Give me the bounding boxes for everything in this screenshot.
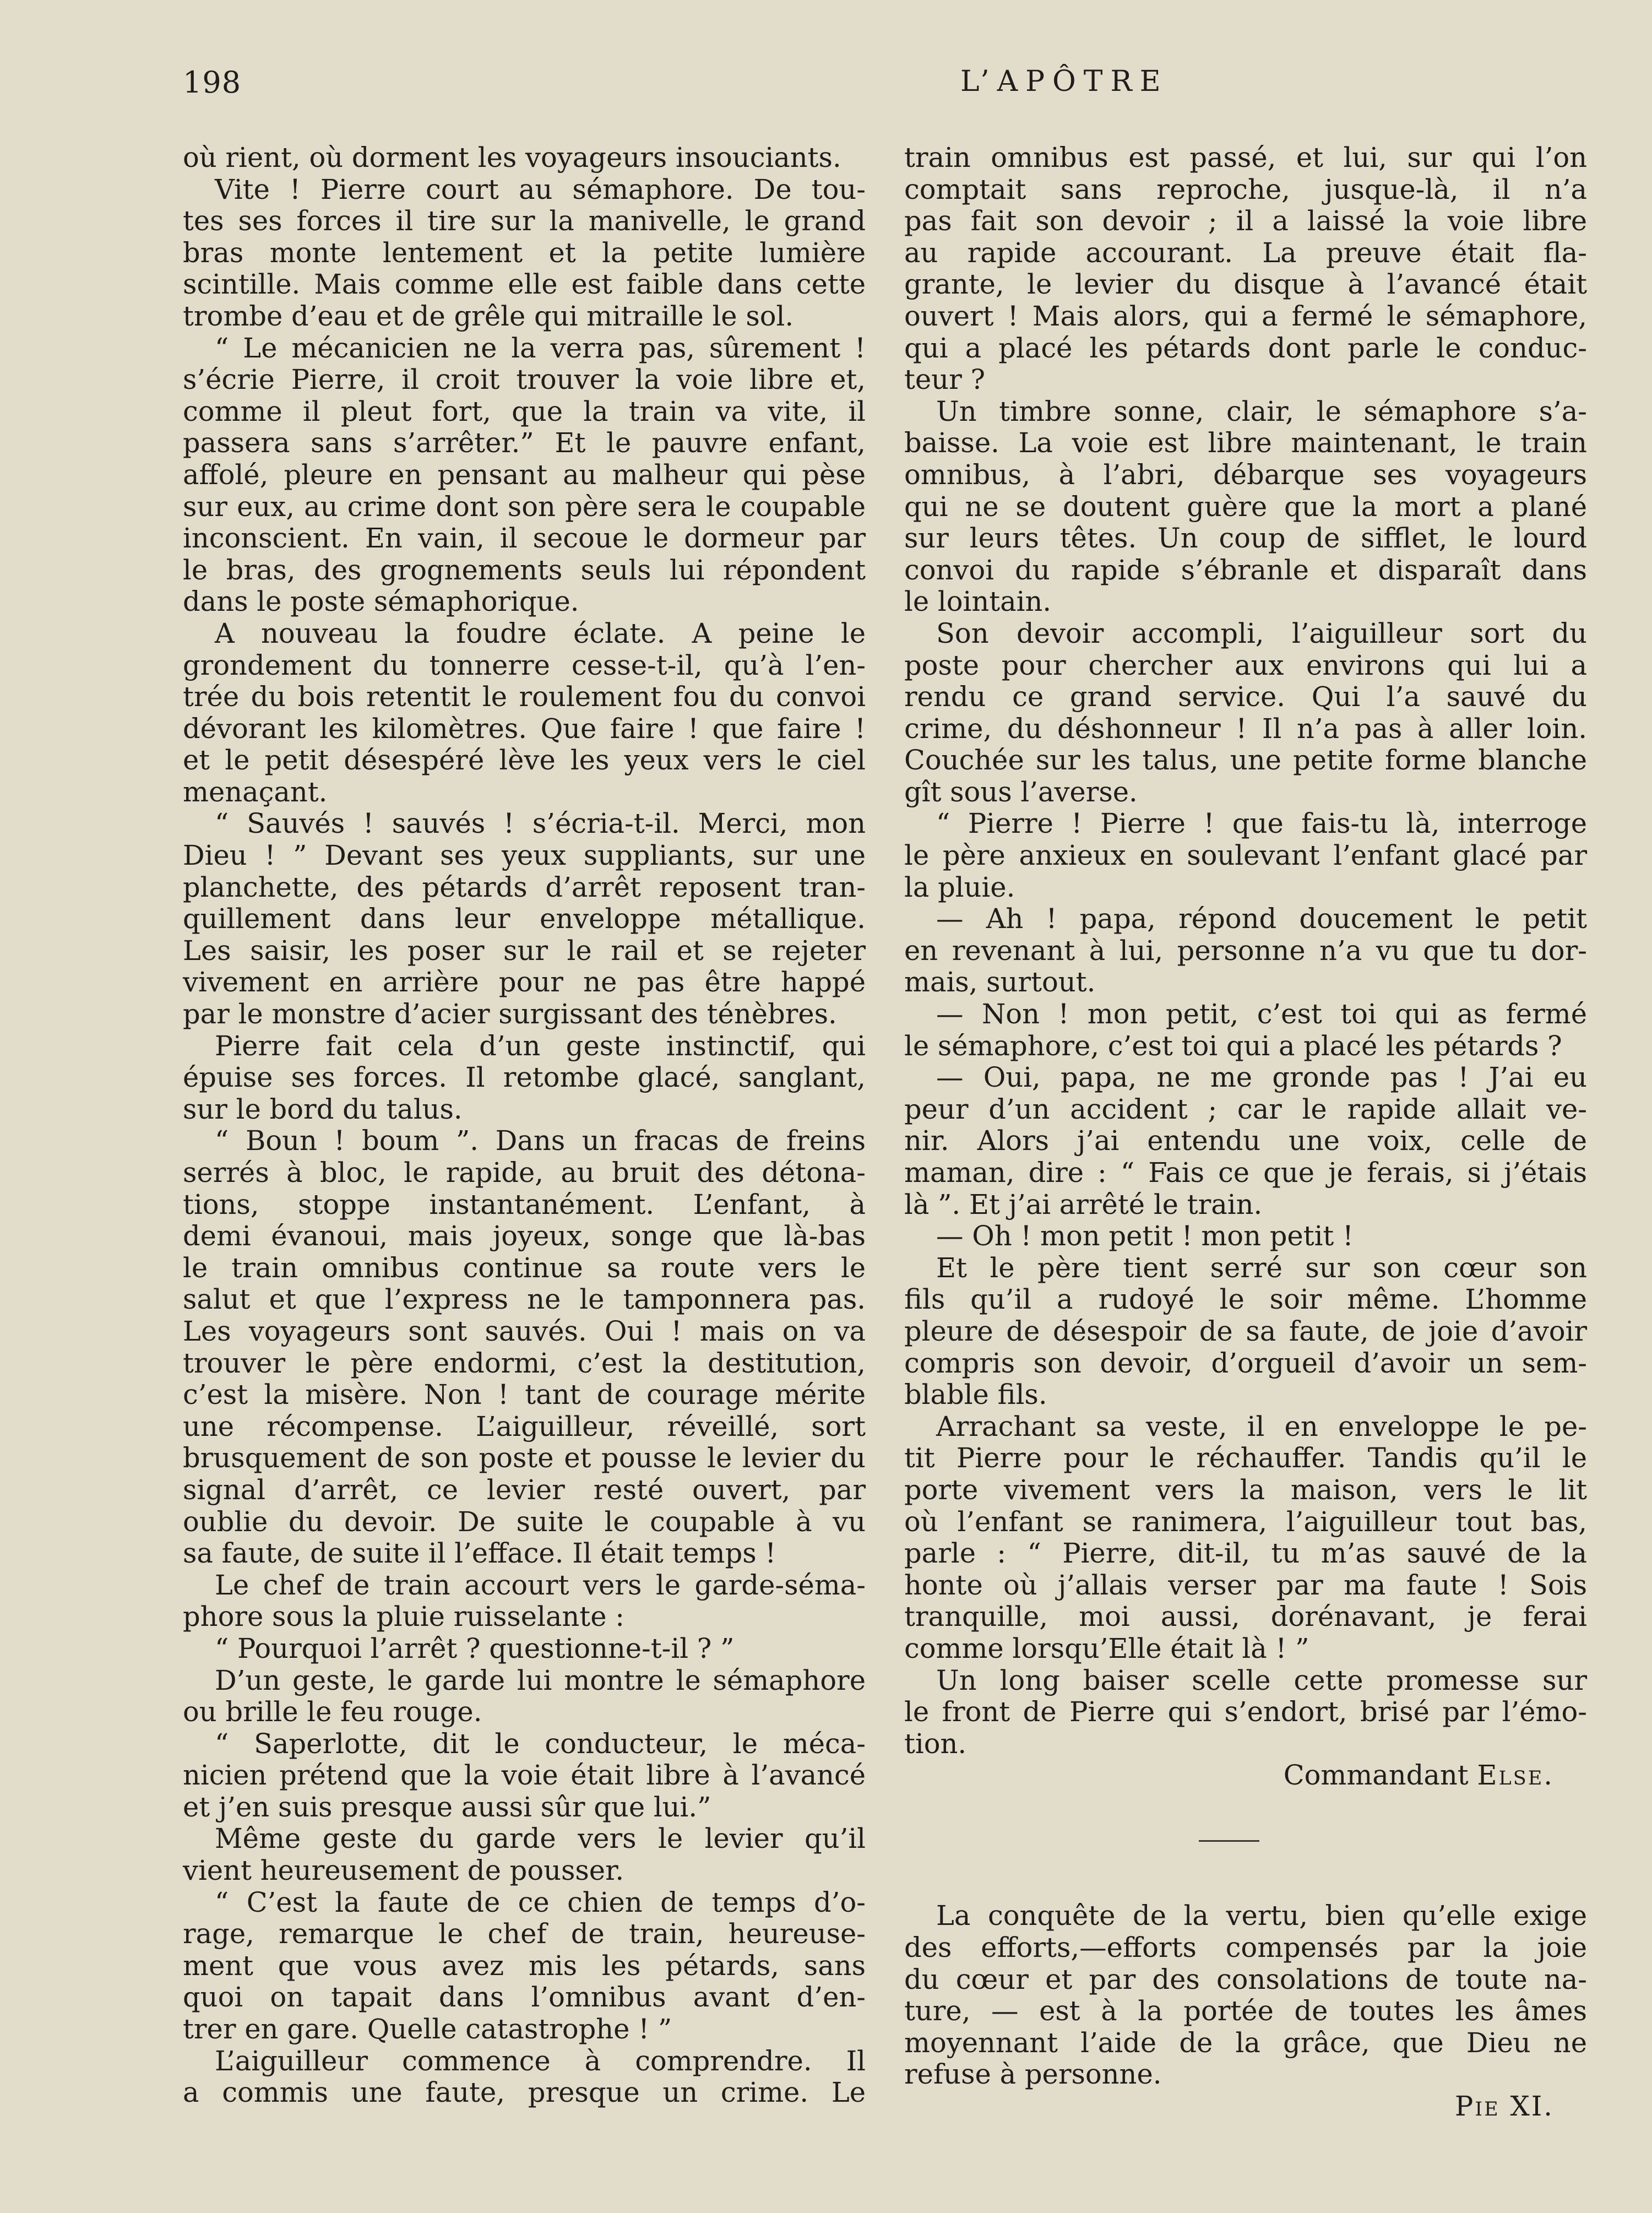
- text-line: ouvert ! Mais alors, qui a fermé le sémaphore,: [904, 300, 1587, 332]
- text-line: comme lorsqu’Elle était là ! ”: [904, 1632, 1309, 1664]
- text-line: tranquille, moi aussi, dorénavant, je ferai: [904, 1601, 1587, 1633]
- right-column: [904, 142, 1587, 2123]
- text-line: qui ne se doutent guère que la mort a plané: [904, 490, 1587, 523]
- text-line: par le monstre d’acier surgissant des ténèbres.: [183, 998, 837, 1030]
- text-line: tion.: [904, 1727, 967, 1760]
- text-line: quoi on tapait dans l’omnibus avant d’en-: [183, 1981, 866, 2014]
- text-line: trée du bois retentit le roulement fou du convoi: [183, 681, 866, 713]
- text-line: crime, du déshonneur ! Il n’a pas à aller loin.: [904, 712, 1587, 745]
- text-line: comptait sans reproche, jusque-là, il n’a: [904, 173, 1587, 205]
- text-line: bras monte lentement et la petite lumière: [183, 236, 866, 269]
- text-line: passera sans s’arrêter.” Et le pauvre enfant,: [183, 427, 866, 459]
- text-line: sur le bord du talus.: [183, 1093, 463, 1125]
- text-line: qui a placé les pétards dont parle le conduc-: [904, 332, 1587, 364]
- text-line: train omnibus est passé, et lui, sur qui l’on: [904, 142, 1587, 173]
- text-line: Son devoir accompli, l’aiguilleur sort du: [936, 617, 1587, 649]
- quote-block: [904, 1900, 1587, 2091]
- quote-line: du cœur et par des consolations de toute na-: [904, 1963, 1587, 1995]
- text-line: tions, stoppe instantanément. L’enfant, à: [183, 1188, 866, 1221]
- text-line: teur ?: [904, 364, 986, 396]
- text-line: et j’en suis presque aussi sûr que lui.”: [183, 1791, 711, 1823]
- text-line: salut et que l’express ne le tamponnera pas.: [183, 1283, 866, 1316]
- text-line: le bras, des grognements seuls lui répondent: [183, 554, 866, 586]
- text-line: nir. Alors j’ai entendu une voix, celle de: [904, 1125, 1587, 1157]
- quote-line: ture, — est à la portée de toutes les âmes: [904, 1995, 1587, 2027]
- text-line: et le petit désespéré lève les yeux vers le ciel: [183, 744, 866, 777]
- text-line: Un long baiser scelle cette promesse sur: [936, 1664, 1587, 1696]
- text-line: affolé, pleure en pensant au malheur qui pèse: [183, 458, 866, 491]
- text-line: en revenant à lui, personne n’a vu que tu dor-: [904, 934, 1587, 967]
- text-line: Pierre fait cela d’un geste instinctif, qui: [215, 1029, 866, 1062]
- text-line: Même geste du garde vers le levier qu’il: [215, 1823, 866, 1855]
- text-line: “ C’est la faute de ce chien de temps d’o-: [215, 1886, 866, 1918]
- text-line: sur leurs têtes. Un coup de sifflet, le lourd: [904, 522, 1587, 555]
- text-line: parle : “ Pierre, dit-il, tu m’as sauvé de la: [904, 1537, 1587, 1570]
- text-line: baisse. La voie est libre maintenant, le train: [904, 427, 1587, 459]
- text-line: épuise ses forces. Il retombe glacé, sanglant,: [183, 1061, 866, 1094]
- text-line: oublie du devoir. De suite le coupable à vu: [183, 1505, 866, 1538]
- text-line: là ”. Et j’ai arrêté le train.: [904, 1188, 1263, 1221]
- spacer: [904, 1853, 1587, 1900]
- text-line: ment que vous avez mis les pétards, sans: [183, 1949, 866, 1982]
- text-line: où rient, où dorment les voyageurs insouciants.: [183, 142, 841, 173]
- text-line: Couchée sur les talus, une petite forme blanche: [904, 744, 1587, 777]
- text-line: Vite ! Pierre court au sémaphore. De tou-: [215, 173, 866, 205]
- quote-line: des efforts,—efforts compensés par la joie: [904, 1932, 1587, 1964]
- text-line: L’aiguilleur commence à comprendre. Il: [215, 2044, 866, 2077]
- text-line: sur eux, au crime dont son père sera le coupable: [183, 490, 866, 523]
- quote-line: La conquête de la vertu, bien qu’elle exige: [936, 1900, 1587, 1932]
- text-line: inconscient. En vain, il secoue le dormeur par: [183, 522, 866, 555]
- signature-name: Else.: [1477, 1759, 1554, 1792]
- text-line: “ Saperlotte, dit le conducteur, le méca-: [215, 1727, 866, 1760]
- text-line: au rapide accourant. La preuve était fla-: [904, 236, 1587, 269]
- text-line: le père anxieux en soulevant l’enfant glacé par: [904, 839, 1587, 872]
- text-line: poste pour chercher aux environs qui lui a: [904, 649, 1587, 681]
- text-line: Les saisir, les poser sur le rail et se rejeter: [183, 934, 866, 967]
- text-line: “ Boun ! boum ”. Dans un fracas de freins: [215, 1125, 866, 1157]
- text-line: pleure de désespoir de sa faute, de joie d’avoir: [904, 1315, 1587, 1347]
- text-line: porte vivement vers la maison, vers le lit: [904, 1473, 1587, 1506]
- text-line: convoi du rapide s’ébranle et disparaît dans: [904, 554, 1587, 586]
- text-line: compris son devoir, d’orgueil d’avoir un sem-: [904, 1347, 1587, 1379]
- text-line: rage, remarque le chef de train, heureuse-: [183, 1918, 866, 1950]
- text-line: “ Pierre ! Pierre ! que fais-tu là, interroge: [936, 807, 1587, 840]
- text-line: pas fait son devoir ; il a laissé la voie libre: [904, 205, 1587, 237]
- text-line: maman, dire : “ Fais ce que je ferais, si j’étais: [904, 1157, 1587, 1189]
- text-line: comme il pleut fort, que la train va vite, il: [183, 395, 866, 427]
- running-title: L’APÔTRE: [960, 65, 1169, 98]
- text-line: nicien prétend que la voie était libre à l’avancé: [183, 1759, 866, 1792]
- section-separator: [904, 1821, 1587, 1853]
- text-line: dévorant les kilomètres. Que faire ! que faire !: [183, 712, 866, 745]
- text-line: menaçant.: [183, 775, 328, 808]
- text-line: peur d’un accident ; car le rapide allait ve-: [904, 1093, 1587, 1125]
- text-line: phore sous la pluie ruisselante :: [183, 1601, 624, 1633]
- text-line: planchette, des pétards d’arrêt reposent tran-: [183, 871, 866, 903]
- text-line: D’un geste, le garde lui montre le sémaphore: [215, 1664, 866, 1696]
- text-line: Dieu ! ” Devant ses yeux suppliants, sur une: [183, 839, 866, 872]
- text-line: grante, le levier du disque à l’avancé était: [904, 268, 1587, 301]
- text-line: le sémaphore, c’est toi qui a placé les pétards ?: [904, 1029, 1562, 1062]
- story-ending: [904, 142, 1587, 1760]
- text-line: Et le père tient serré sur son cœur son: [936, 1251, 1587, 1284]
- text-line: — Non ! mon petit, c’est toi qui as fermé: [936, 998, 1587, 1030]
- text-line: blable fils.: [904, 1379, 1047, 1411]
- text-line: vient heureusement de pousser.: [183, 1854, 624, 1887]
- page-header: [183, 65, 1543, 115]
- text-line: vivement en arrière pour ne pas être happé: [183, 966, 866, 999]
- text-line: c’est la misère. Non ! tant de courage mérite: [183, 1379, 866, 1411]
- text-line: le train omnibus continue sa route vers le: [183, 1251, 866, 1284]
- spacer: [904, 1792, 1587, 1821]
- text-line: scintille. Mais comme elle est faible dans cette: [183, 268, 866, 301]
- signature-prefix: Commandant: [1283, 1759, 1477, 1792]
- text-line: trer en gare. Quelle catastrophe ! ”: [183, 2013, 672, 2046]
- text-line: la pluie.: [904, 871, 1015, 903]
- text-line: a commis une faute, presque un crime. Le: [183, 2076, 866, 2109]
- text-line: s’écrie Pierre, il croit trouver la voie libre et,: [183, 364, 866, 396]
- text-line: Les voyageurs sont sauvés. Oui ! mais on va: [183, 1315, 866, 1347]
- text-line: le lointain.: [904, 585, 1052, 618]
- text-line: grondement du tonnerre cesse-t-il, qu’à l’en-: [183, 649, 866, 681]
- text-line: honte où j’allais verser par ma faute ! Sois: [904, 1569, 1587, 1601]
- text-line: où l’enfant se ranimera, l’aiguilleur tout bas,: [904, 1505, 1587, 1538]
- text-line: trouver le père endormi, c’est la destitution,: [183, 1347, 866, 1379]
- text-line: — Oui, papa, ne me gronde pas ! J’ai eu: [936, 1061, 1587, 1094]
- text-line: “ Sauvés ! sauvés ! s’écria-t-il. Merci, mon: [215, 807, 866, 840]
- text-line: tit Pierre pour le réchauffer. Tandis qu’il le: [904, 1442, 1587, 1474]
- text-line: sa faute, de suite il l’efface. Il était temps !: [183, 1537, 776, 1570]
- text-line: quillement dans leur enveloppe métallique.: [183, 903, 866, 935]
- text-line: brusquement de son poste et pousse le levier du: [183, 1442, 866, 1474]
- text-line: — Oh ! mon petit ! mon petit !: [936, 1220, 1354, 1252]
- text-line: tes ses forces il tire sur la manivelle, le grand: [183, 205, 866, 237]
- text-line: fils qu’il a rudoyé le soir même. L’homme: [904, 1283, 1587, 1316]
- text-line: — Ah ! papa, répond doucement le petit: [936, 903, 1587, 935]
- quote-line: moyennant l’aide de la grâce, que Dieu ne: [904, 2026, 1587, 2059]
- text-line: Arrachant sa veste, il en enveloppe le pe-: [936, 1410, 1587, 1442]
- text-line: rendu ce grand service. Qui l’a sauvé du: [904, 681, 1587, 713]
- text-line: signal d’arrêt, ce levier resté ouvert, par: [183, 1473, 866, 1506]
- text-line: une récompense. L’aiguilleur, réveillé, sort: [183, 1410, 866, 1442]
- text-line: le front de Pierre qui s’endort, brisé par l’émo-: [904, 1696, 1587, 1728]
- text-line: mais, surtout.: [904, 966, 1096, 999]
- page-number: 198: [183, 65, 242, 100]
- left-column: [183, 142, 866, 2109]
- text-line: trombe d’eau et de grêle qui mitraille le sol.: [183, 300, 794, 332]
- text-line: dans le poste sémaphorique.: [183, 585, 579, 618]
- text-line: omnibus, à l’abri, débarque ses voyageurs: [904, 458, 1587, 491]
- text-line: gît sous l’averse.: [904, 775, 1138, 808]
- quote-line: refuse à personne.: [904, 2058, 1162, 2091]
- text-line: Le chef de train accourt vers le garde-séma-: [215, 1569, 866, 1601]
- quote-attribution: Pie XI.: [1455, 2090, 1554, 2123]
- text-line: A nouveau la foudre éclate. A peine le: [215, 617, 866, 649]
- text-line: demi évanoui, mais joyeux, songe que là-bas: [183, 1220, 866, 1252]
- text-line: “ Le mécanicien ne la verra pas, sûrement !: [215, 332, 866, 364]
- signature: [904, 1760, 1587, 1792]
- text-line: serrés à bloc, le rapide, au bruit des détona-: [183, 1157, 866, 1189]
- text-line: Un timbre sonne, clair, le sémaphore s’a-: [936, 395, 1587, 427]
- text-line: ou brille le feu rouge.: [183, 1696, 482, 1728]
- text-line: “ Pourquoi l’arrêt ? questionne-t-il ? ”: [215, 1632, 735, 1664]
